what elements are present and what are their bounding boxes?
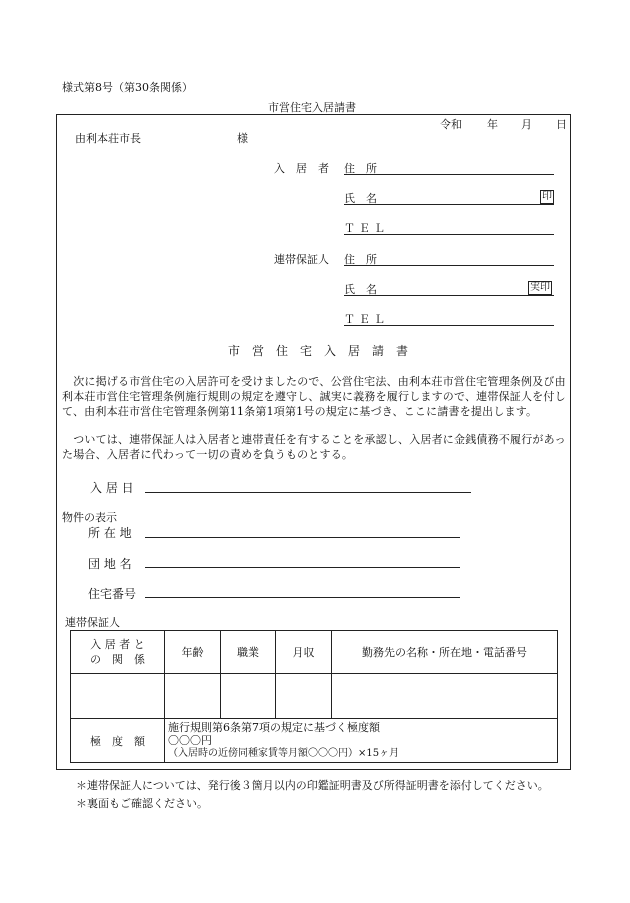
- property-unit-label: 住宅番号: [88, 587, 137, 601]
- guarantor-address-line[interactable]: [344, 265, 554, 266]
- property-heading: 物件の表示: [62, 511, 117, 524]
- guarantor-tel-line[interactable]: [344, 325, 554, 326]
- resident-tel-line[interactable]: [344, 234, 554, 235]
- guarantor-address-label: 住 所: [344, 253, 377, 266]
- header-employer: 勤務先の名称・所在地・電話番号: [332, 631, 558, 674]
- resident-label: 入 居 者: [274, 162, 329, 175]
- header-relation-line2: の 関 係: [90, 653, 145, 666]
- guarantor-label: 連帯保証人: [274, 253, 329, 266]
- guarantor-name-label: 氏 名: [344, 283, 377, 296]
- guarantor-table: [70, 630, 558, 763]
- note-1: ＊連帯保証人については、発行後３箇月以内の印鑑証明書及び所得証明書を添付してください。: [76, 779, 549, 792]
- property-complex-label: 団 地 名: [88, 557, 132, 571]
- table-header-row: [71, 631, 558, 674]
- cell-relation[interactable]: [71, 674, 165, 719]
- resident-address-label: 住 所: [344, 162, 377, 175]
- paragraph-2: ついては、連帯保証人は入居者と連帯責任を有することを承認し、入居者に金銭債務不履行があった場合、入居者に代わって一切の責めを負うものとする。: [62, 433, 566, 461]
- addressee-name: 由利本荘市長: [75, 132, 141, 145]
- resident-name-line[interactable]: [344, 204, 554, 205]
- form-number: 様式第8号（第30条関係）: [62, 81, 193, 94]
- guarantor-seal: 実印: [530, 282, 550, 293]
- addressee-honorific: 様: [237, 132, 248, 145]
- guarantor-name-line[interactable]: [344, 295, 554, 296]
- limit-row: [71, 719, 558, 763]
- guarantor-table-heading: 連帯保証人: [65, 616, 120, 629]
- property-unit-line[interactable]: [145, 597, 460, 598]
- header-relation: [71, 631, 165, 674]
- date-day: 日: [556, 118, 567, 131]
- limit-line1: 施行規則第6条第7項の規定に基づく極度額: [168, 721, 380, 734]
- main-title: 市 営 住 宅 入 居 請 書: [228, 344, 409, 358]
- resident-address-line[interactable]: [344, 174, 554, 175]
- header-occupation: 職業: [221, 631, 276, 674]
- table-row: [71, 674, 558, 719]
- header-relation-line1: 入 居 者 と: [90, 638, 145, 651]
- date-era: 令和: [440, 118, 462, 131]
- guarantor-tel-label: ＴＥＬ: [344, 313, 389, 326]
- date-month: 月: [521, 118, 532, 131]
- property-location-line[interactable]: [145, 537, 460, 538]
- note-2: ＊裏面もご確認ください。: [76, 797, 208, 810]
- cell-occupation[interactable]: [221, 674, 276, 719]
- header-age: 年齢: [165, 631, 221, 674]
- cell-employer[interactable]: [332, 674, 558, 719]
- resident-name-label: 氏 名: [344, 192, 377, 205]
- limit-line2: 〇〇〇円: [168, 734, 212, 747]
- limit-label: 極 度 額: [71, 719, 165, 763]
- resident-seal: 印: [542, 191, 552, 202]
- cell-age[interactable]: [165, 674, 221, 719]
- move-in-date-line[interactable]: [145, 492, 471, 493]
- limit-value: [165, 719, 558, 763]
- move-in-date-label: 入 居 日: [90, 481, 134, 495]
- property-complex-line[interactable]: [145, 567, 460, 568]
- paragraph-1: 次に掲げる市営住宅の入居許可を受けましたので、公営住宅法、由利本荘市営住宅管理条例及び由利本荘市営住宅管理条例施行規則の規定を遵守し、誠実に義務を履行しますので、連帯保証人を付して、由利本荘市営住宅管理条例第11条第1項第1号の規定に基づき、ここに請書を提出します。: [62, 375, 566, 418]
- header-income: 月収: [276, 631, 332, 674]
- date-year: 年: [487, 118, 498, 131]
- property-location-label: 所 在 地: [88, 526, 132, 540]
- limit-line3: （入居時の近傍同種家賃等月額〇〇〇円）×15ヶ月: [168, 748, 400, 759]
- header-title: 市営住宅入居請書: [268, 101, 356, 114]
- resident-tel-label: ＴＥＬ: [344, 222, 389, 235]
- cell-income[interactable]: [276, 674, 332, 719]
